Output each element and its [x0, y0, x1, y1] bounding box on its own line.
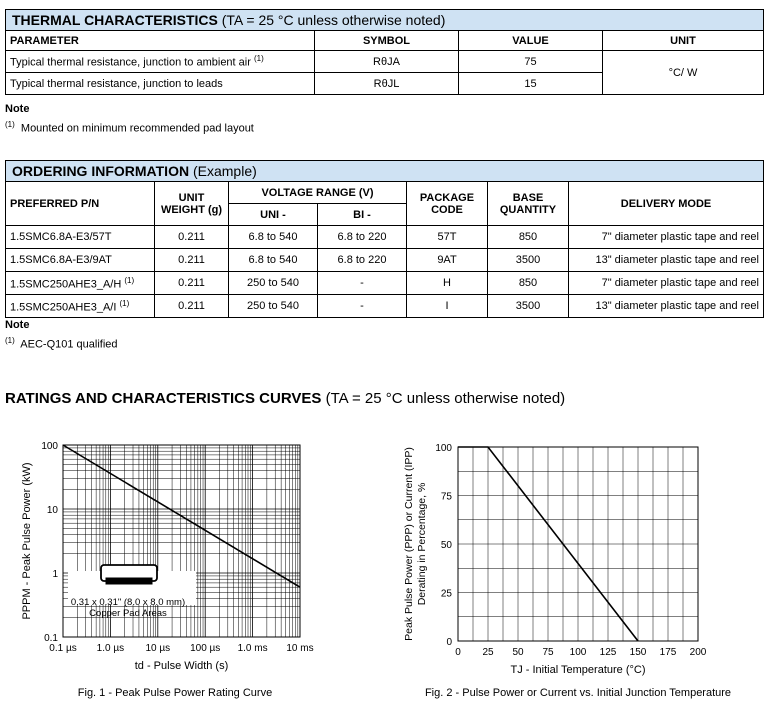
ordering-uni: 250 to 540	[229, 295, 318, 318]
fig1-chart	[0, 430, 390, 712]
fig1-x-tick: 100 µs	[190, 643, 221, 654]
table-row	[6, 249, 764, 272]
ordering-table	[5, 160, 764, 318]
ordering-header-pn: PREFERRED P/N	[6, 182, 155, 226]
ordering-uni: 6.8 to 540	[229, 249, 318, 272]
fig1-x-tick: 0.1 µs	[49, 643, 77, 654]
fig1-series-line	[63, 445, 300, 587]
fig1-caption: Fig. 1 - Peak Pulse Power Rating Curve	[77, 687, 273, 699]
curves-section-title: RATINGS AND CHARACTERISTICS CURVES (TA = 25 °C unless otherwise noted)	[5, 390, 566, 407]
ordering-pn-cell: 1.5SMC250AHE3_A/I $^{(1)}$	[6, 295, 155, 318]
ordering-pn-cell: 1.5SMC250AHE3_A/H $^{(1)}$	[6, 272, 155, 295]
fig2-y-label-line2: Derating in Percentage, %	[416, 482, 428, 606]
ordering-header-weight: UNIT WEIGHT (g)	[155, 182, 229, 226]
thermal-note-label: Note	[5, 103, 30, 115]
ordering-mode: 7" diameter plastic tape and reel	[569, 272, 764, 295]
table-row	[6, 295, 764, 318]
ordering-mode: 13" diameter plastic tape and reel	[569, 249, 764, 272]
ordering-bi: -	[318, 272, 407, 295]
ordering-weight: 0.211	[155, 272, 229, 295]
fig2-x-tick: 125	[599, 647, 617, 658]
ordering-header-package: PACKAGE CODE	[407, 182, 488, 226]
ordering-pn: 1.5SMC6.8A-E3/57T	[6, 226, 155, 249]
ordering-pn: 1.5SMC6.8A-E3/9AT	[6, 249, 155, 272]
fig2-y-tick: 50	[440, 540, 452, 551]
fig2-grid	[458, 447, 698, 641]
fig2-caption: Fig. 2 - Pulse Power or Current vs. Initial Junction Temperature	[424, 687, 732, 699]
ordering-qty: 3500	[488, 295, 569, 318]
ordering-bi: -	[318, 295, 407, 318]
ordering-weight: 0.211	[155, 249, 229, 272]
package-icon	[101, 565, 157, 584]
fig2-x-tick: 150	[629, 647, 647, 658]
thermal-header-parameter: PARAMETER	[6, 31, 315, 51]
fig2-x-tick: 50	[512, 647, 524, 658]
thermal-title: THERMAL CHARACTERISTICS	[12, 12, 218, 28]
ordering-weight: 0.211	[155, 295, 229, 318]
thermal-value: 15	[459, 73, 603, 95]
ordering-example: (Example)	[192, 163, 257, 179]
fig2-y-tick: 25	[440, 588, 452, 600]
thermal-header-value: VALUE	[459, 31, 603, 51]
ordering-bi: 6.8 to 220	[318, 249, 407, 272]
ordering-header-voltage: VOLTAGE RANGE (V)	[229, 182, 407, 204]
ordering-header-uni: UNI -	[229, 204, 318, 226]
fig2-x-tick: 175	[659, 647, 677, 658]
fig2-x-tick: 25	[482, 647, 494, 658]
ordering-title-cell	[6, 161, 764, 182]
fig1-x-tick: 1.0 µs	[96, 643, 125, 654]
fig2-x-tick: 0	[455, 647, 461, 658]
thermal-table	[5, 9, 764, 95]
table-row	[6, 51, 764, 73]
fig2-y-tick: 100	[435, 443, 452, 454]
fig2-y-tick: 0	[446, 637, 452, 648]
ordering-uni: 6.8 to 540	[229, 226, 318, 249]
ordering-weight: 0.211	[155, 226, 229, 249]
fig1-y-tick: 100	[41, 441, 58, 452]
ordering-note-label: Note	[5, 319, 30, 331]
thermal-note: $^{(1)}$ Mounted on minimum recommended pad layout	[5, 120, 254, 135]
fig1-annotation-line1: 0.31 x 0.31" (8.0 x 8.0 mm)	[70, 597, 186, 608]
package-pads	[106, 578, 152, 584]
fig1-x-label: td - Pulse Width (s)	[134, 660, 229, 672]
fig2-x-tick: 75	[542, 647, 554, 658]
ordering-qty: 3500	[488, 249, 569, 272]
ordering-mode: 13" diameter plastic tape and reel	[569, 295, 764, 318]
fig1-x-tick: 10 µs	[145, 643, 171, 654]
fig1-x-tick: 1.0 ms	[237, 643, 268, 654]
table-row	[6, 272, 764, 295]
ordering-qty: 850	[488, 226, 569, 249]
thermal-param-cell: Typical thermal resistance, junction to leads	[6, 73, 315, 95]
ordering-qty: 850	[488, 272, 569, 295]
fig1-x-tick: 10 ms	[286, 643, 314, 654]
ordering-note: $^{(1)}$ AEC-Q101 qualified	[5, 336, 118, 351]
ordering-mode: 7" diameter plastic tape and reel	[569, 226, 764, 249]
ordering-pkg: 57T	[407, 226, 488, 249]
thermal-unit: °C/ W	[603, 51, 764, 95]
fig2-y-label-line1: Peak Pulse Power (PPP) or Current (IPP)	[403, 447, 415, 641]
ordering-title: ORDERING INFORMATION	[12, 163, 190, 179]
thermal-header-symbol: SYMBOL	[315, 31, 459, 51]
fig2-x-tick: 200	[689, 647, 707, 658]
thermal-symbol: RθJL	[315, 73, 459, 95]
table-row	[6, 226, 764, 249]
fig1-annotation-line2: Copper Pad Areas	[89, 608, 167, 619]
fig1-y-label: PPPM - Peak Pulse Power (kW)	[21, 462, 33, 620]
thermal-condition: (TA = 25 °C unless otherwise noted)	[221, 12, 446, 28]
fig1-y-tick: 10	[46, 505, 58, 516]
ordering-uni: 250 to 540	[229, 272, 318, 295]
ordering-header-bi: BI -	[318, 204, 407, 226]
fig2-x-tick: 100	[569, 647, 587, 658]
thermal-title-cell	[6, 10, 764, 31]
fig1-y-tick: 1	[52, 569, 58, 580]
fig2-chart	[390, 430, 775, 712]
thermal-symbol: RθJA	[315, 51, 459, 73]
ordering-bi: 6.8 to 220	[318, 226, 407, 249]
ordering-header-delivery: DELIVERY MODE	[569, 182, 764, 226]
thermal-value: 75	[459, 51, 603, 73]
fig1-y-tick: 0.1	[44, 633, 58, 644]
ordering-header-base: BASE QUANTITY	[488, 182, 569, 226]
thermal-header-unit: UNIT	[603, 31, 764, 51]
fig2-y-tick: 75	[440, 491, 452, 503]
ordering-pkg: H	[407, 272, 488, 295]
fig2-x-label: TJ - Initial Temperature (°C)	[510, 664, 646, 676]
ordering-pkg: 9AT	[407, 249, 488, 272]
ordering-pkg: I	[407, 295, 488, 318]
thermal-param-cell: Typical thermal resistance, junction to ambient air $^{(1)}$	[6, 51, 315, 73]
